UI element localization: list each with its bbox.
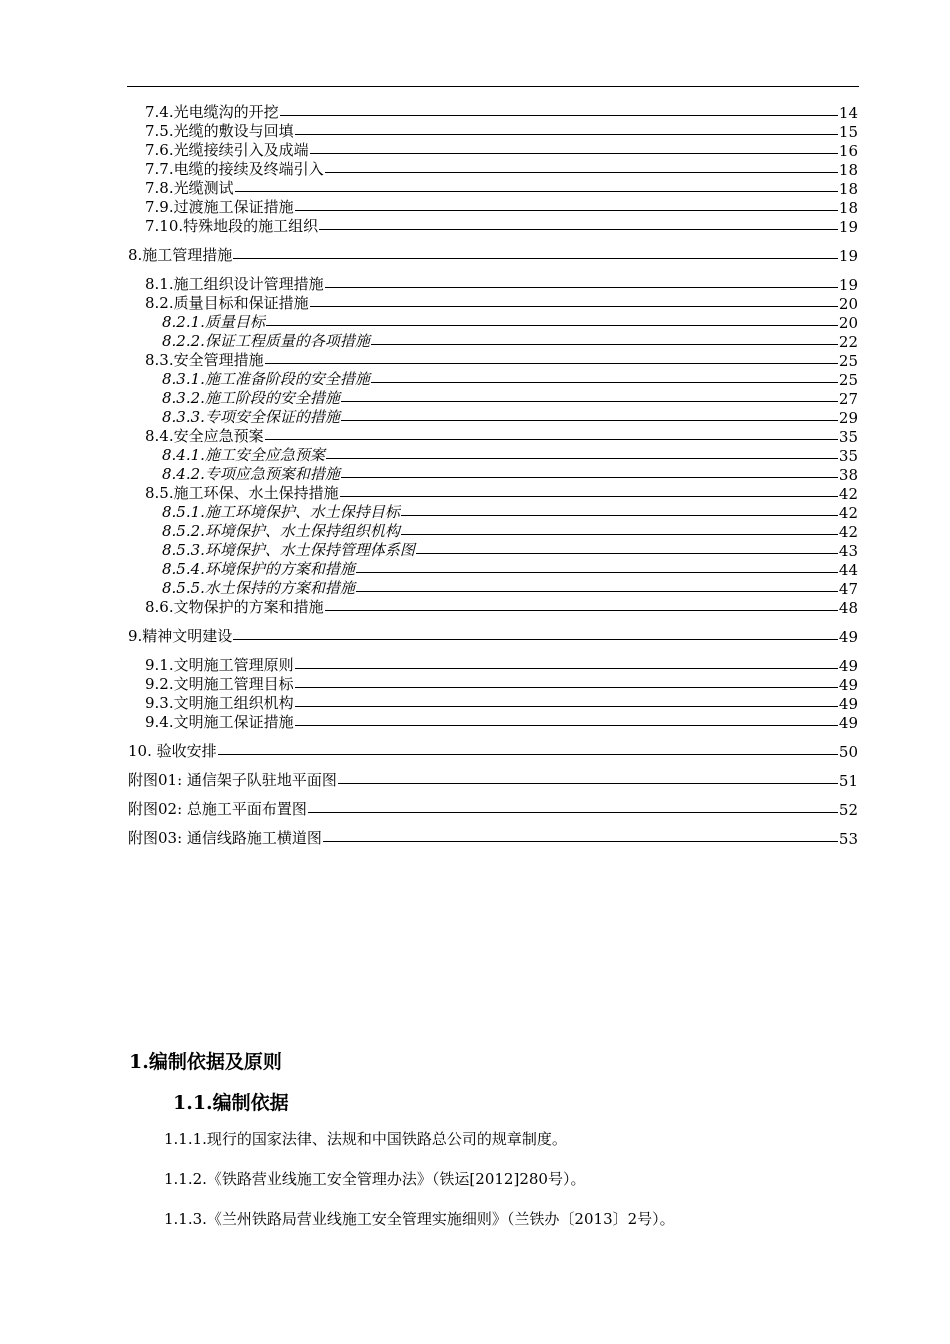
- header-rule: [127, 86, 859, 87]
- toc-leader-line: [416, 553, 838, 554]
- toc-entry-page: 19: [838, 247, 858, 265]
- toc-entry-label: 8.4.2.专项应急预案和措施: [162, 465, 340, 483]
- paragraph-3: 1.1.3.《兰州铁路局营业线施工安全管理实施细则》（兰铁办〔2013〕2号）。: [164, 1210, 675, 1228]
- toc-entry-page: 48: [838, 599, 858, 617]
- toc-entry-label: 8.4.1.施工安全应急预案: [162, 446, 325, 464]
- toc-entry-label: 8.3.3.专项安全保证的措施: [162, 408, 340, 426]
- paragraph-2: 1.1.2.《铁路营业线施工安全管理办法》（铁运[2012]280号）。: [164, 1170, 586, 1188]
- toc-entry-label: 7.10.特殊地段的施工组织: [145, 217, 319, 235]
- toc-leader-line: [319, 229, 838, 230]
- toc-entry-label: 8.1.施工组织设计管理措施: [145, 275, 324, 293]
- toc-entry[interactable]: [128, 771, 858, 790]
- toc-entry[interactable]: [128, 829, 858, 848]
- toc-leader-line: [341, 477, 838, 478]
- toc-entry-page: 18: [838, 199, 858, 217]
- toc-leader-line: [341, 420, 838, 421]
- toc-leader-line: [326, 458, 838, 459]
- toc-entry-page: 27: [838, 390, 858, 408]
- toc-entry-label: 8.4.安全应急预案: [145, 427, 264, 445]
- toc-entry-label: 7.5.光缆的敷设与回填: [145, 122, 294, 140]
- toc-entry[interactable]: [145, 598, 858, 617]
- toc-entry-page: 49: [838, 695, 858, 713]
- toc-entry-page: 25: [838, 371, 858, 389]
- toc-entry-label: 8.2.1.质量目标: [162, 313, 265, 331]
- toc-entry-page: 16: [838, 142, 858, 160]
- toc-entry-label: 附图02: 总施工平面布置图: [128, 800, 307, 818]
- toc-entry-page: 19: [838, 218, 858, 236]
- toc-leader-line: [401, 515, 838, 516]
- toc-entry-label: 7.4.光电缆沟的开挖: [145, 103, 279, 121]
- toc-entry-label: 7.8.光缆测试: [145, 179, 234, 197]
- toc-leader-line: [323, 841, 838, 842]
- toc-entry-page: 50: [838, 743, 858, 761]
- toc-leader-line: [295, 668, 838, 669]
- toc-leader-line: [235, 191, 838, 192]
- toc-entry-label: 8.3.2.施工阶段的安全措施: [162, 389, 340, 407]
- toc-leader-line: [280, 115, 838, 116]
- toc-entry-label: 9.3.文明施工组织机构: [145, 694, 294, 712]
- toc-entry[interactable]: [128, 800, 858, 819]
- toc-leader-line: [325, 172, 838, 173]
- toc-entry[interactable]: [145, 217, 858, 236]
- toc-leader-line: [266, 325, 838, 326]
- toc-entry-label: 8.施工管理措施: [128, 246, 233, 264]
- toc-leader-line: [295, 725, 838, 726]
- toc-entry[interactable]: [128, 246, 858, 265]
- toc-entry-label: 8.5.1.施工环境保护、水土保持目标: [162, 503, 400, 521]
- toc-entry-label: 7.6.光缆接续引入及成端: [145, 141, 309, 159]
- toc-entry-page: 42: [838, 504, 858, 522]
- toc-entry-label: 7.7.电缆的接续及终端引入: [145, 160, 324, 178]
- section-heading: 1.编制依据及原则: [129, 1051, 282, 1073]
- toc-leader-line: [295, 210, 838, 211]
- toc-entry-label: 8.5.2.环境保护、水土保持组织机构: [162, 522, 400, 540]
- toc-entry-label: 7.9.过渡施工保证措施: [145, 198, 294, 216]
- toc-entry-page: 53: [838, 830, 858, 848]
- toc-entry-page: 20: [838, 295, 858, 313]
- toc-entry[interactable]: [145, 160, 858, 179]
- toc-entry[interactable]: [162, 332, 858, 351]
- toc-entry-label: 8.2.2.保证工程质量的各项措施: [162, 332, 370, 350]
- toc-entry-page: 51: [838, 772, 858, 790]
- toc-entry-page: 19: [838, 276, 858, 294]
- toc-leader-line: [295, 134, 838, 135]
- toc-entry[interactable]: [128, 627, 858, 646]
- toc-leader-line: [338, 783, 838, 784]
- toc-entry-page: 49: [838, 676, 858, 694]
- toc-leader-line: [371, 382, 838, 383]
- toc-leader-line: [295, 687, 838, 688]
- toc-entry-label: 9.1.文明施工管理原则: [145, 656, 294, 674]
- toc-entry-label: 8.3.1.施工准备阶段的安全措施: [162, 370, 370, 388]
- subsection-heading: 1.1.编制依据: [173, 1092, 289, 1114]
- toc-entry-page: 38: [838, 466, 858, 484]
- toc-entry-page: 18: [838, 161, 858, 179]
- toc-entry-label: 8.5.4.环境保护的方案和措施: [162, 560, 355, 578]
- toc-entry-label: 9.4.文明施工保证措施: [145, 713, 294, 731]
- toc-entry-page: 29: [838, 409, 858, 427]
- toc-leader-line: [295, 706, 838, 707]
- toc-entry-page: 49: [838, 714, 858, 732]
- toc-leader-line: [356, 572, 838, 573]
- toc-entry-page: 18: [838, 180, 858, 198]
- toc-leader-line: [265, 363, 838, 364]
- toc-leader-line: [401, 534, 838, 535]
- toc-leader-line: [356, 591, 838, 592]
- toc-entry-label: 8.5.施工环保、水土保持措施: [145, 484, 339, 502]
- toc-entry-page: 52: [838, 801, 858, 819]
- toc-entry-label: 8.5.5.水土保持的方案和措施: [162, 579, 355, 597]
- paragraph-1: 1.1.1.现行的国家法律、法规和中国铁路总公司的规章制度。: [164, 1130, 567, 1148]
- toc-entry-page: 44: [838, 561, 858, 579]
- toc-entry-page: 49: [838, 657, 858, 675]
- toc-entry-page: 49: [838, 628, 858, 646]
- toc-entry-label: 10. 验收安排: [128, 742, 217, 760]
- toc-leader-line: [340, 496, 838, 497]
- toc-entry-label: 8.2.质量目标和保证措施: [145, 294, 309, 312]
- toc-entry-page: 25: [838, 352, 858, 370]
- toc-entry-label: 附图01: 通信架子队驻地平面图: [128, 771, 337, 789]
- toc-entry-page: 47: [838, 580, 858, 598]
- toc-leader-line: [310, 153, 838, 154]
- toc-entry-page: 35: [838, 447, 858, 465]
- toc-entry-page: 14: [838, 104, 858, 122]
- toc-leader-line: [310, 306, 838, 307]
- toc-entry[interactable]: [145, 713, 858, 732]
- toc-leader-line: [371, 344, 838, 345]
- toc-entry-page: 42: [838, 485, 858, 503]
- toc-leader-line: [218, 754, 838, 755]
- toc-entry-page: 42: [838, 523, 858, 541]
- toc-entry-page: 22: [838, 333, 858, 351]
- toc-leader-line: [233, 258, 838, 259]
- toc-entry-label: 9.2.文明施工管理目标: [145, 675, 294, 693]
- toc-entry-page: 43: [838, 542, 858, 560]
- toc-entry-label: 9.精神文明建设: [128, 627, 233, 645]
- toc-entry-label: 8.5.3.环境保护、水土保持管理体系图: [162, 541, 415, 559]
- toc-leader-line: [233, 639, 838, 640]
- toc-entry-page: 35: [838, 428, 858, 446]
- toc-leader-line: [325, 610, 838, 611]
- toc-entry-label: 附图03: 通信线路施工横道图: [128, 829, 322, 847]
- toc-leader-line: [341, 401, 838, 402]
- toc-entry-page: 15: [838, 123, 858, 141]
- toc-entry-label: 8.3.安全管理措施: [145, 351, 264, 369]
- toc-entry-label: 8.6.文物保护的方案和措施: [145, 598, 324, 616]
- toc-leader-line: [325, 287, 838, 288]
- toc-leader-line: [308, 812, 838, 813]
- toc-entry-page: 20: [838, 314, 858, 332]
- toc-entry[interactable]: [162, 408, 858, 427]
- toc-entry[interactable]: [128, 742, 858, 761]
- toc-leader-line: [265, 439, 838, 440]
